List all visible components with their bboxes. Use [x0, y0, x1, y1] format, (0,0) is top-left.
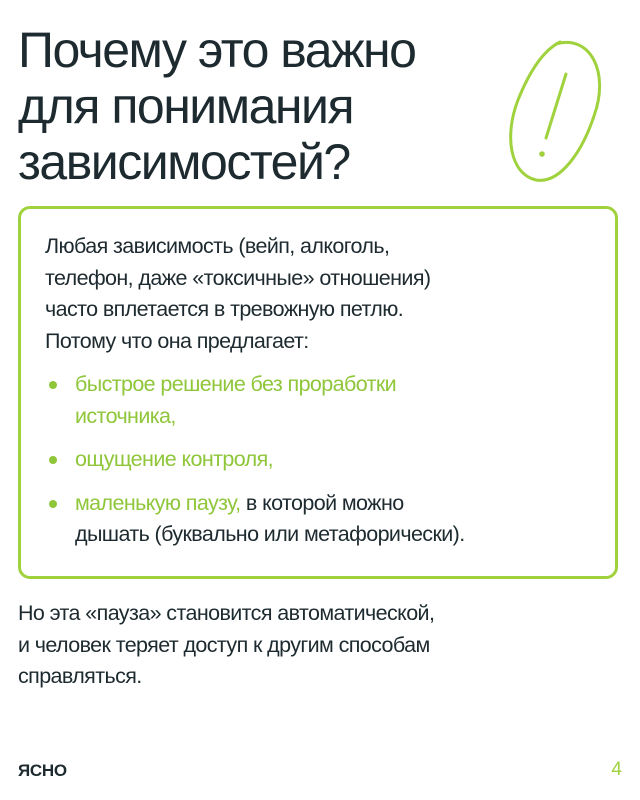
list-item: [45, 444, 591, 476]
page-number: 4: [611, 759, 622, 780]
outro-line: и человек теряет доступ к другим способам: [18, 632, 430, 657]
intro-line: телефон, даже «токсичные» отношения): [45, 265, 431, 290]
list-item: [45, 488, 591, 551]
bullet-dot-icon: [49, 500, 57, 508]
intro-line: часто вплетается в тревожную петлю.: [45, 297, 404, 321]
outro-line: справляться.: [18, 664, 142, 688]
outro-line: Но эта «пауза» становится автоматической,: [18, 601, 435, 625]
info-card: [18, 206, 618, 579]
bullet-dot-icon: [49, 456, 57, 464]
bullet-text: источника,: [75, 403, 176, 428]
exclamation-doodle-icon: [498, 34, 618, 194]
bullet-list: [45, 369, 591, 551]
closing-paragraph: [18, 598, 618, 693]
brand-logo: ЯСНО: [18, 761, 67, 780]
bullet-text: ощущение контроля,: [75, 447, 273, 471]
page-title: [18, 22, 538, 190]
bullet-text: быстрое решение без проработки: [75, 372, 397, 396]
bullet-rest: в которой можно: [240, 490, 404, 515]
bullet-dot-icon: [49, 381, 57, 389]
list-item: [45, 369, 591, 432]
intro-line: Потому что она предлагает:: [45, 328, 309, 353]
intro-line: Любая зависимость (вейп, алкоголь,: [45, 234, 390, 258]
bullet-text: дышать (буквально или метафорически).: [75, 522, 465, 546]
bullet-text-line: [75, 488, 591, 520]
title-line: для понимания: [18, 78, 354, 134]
title-line: Почему это важно: [18, 22, 416, 78]
bullet-highlight: маленькую паузу,: [75, 490, 241, 515]
title-line: зависимостей?: [18, 134, 350, 190]
card-intro: [45, 231, 591, 357]
